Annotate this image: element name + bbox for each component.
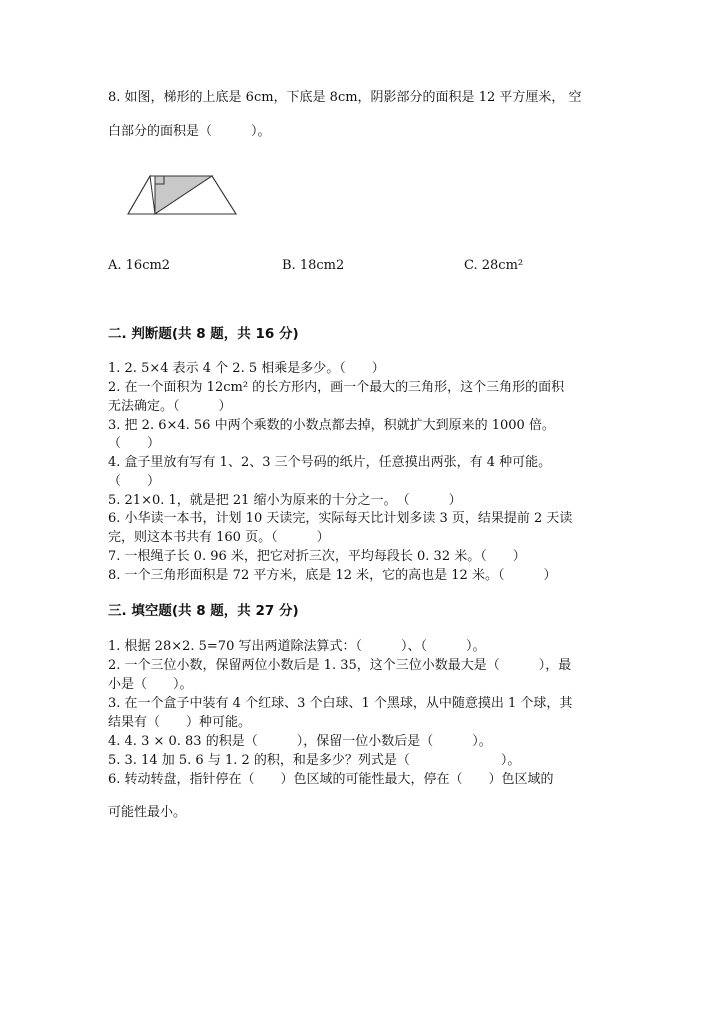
s2-line: 2. 在一个面积为 12cm² 的长方形内，画一个最大的三角形，这个三角形的面积 — [108, 380, 565, 395]
s3-line: 6. 转动转盘，指针停在（ ）色区域的可能性最大，停在（ ）色区域的 — [108, 772, 554, 787]
s3-line: 1. 根据 28×2. 5=70 写出两道除法算式：（ ）、（ ）。 — [108, 639, 486, 654]
s3-line: 2. 一个三位小数，保留两位小数后是 1. 35，这个三位小数最大是（ ），最 — [108, 658, 572, 673]
option-c: C. 28cm² — [464, 258, 524, 273]
option-b: B. 18cm2 — [282, 258, 345, 273]
s3-line: 3. 在一个盒子中装有 4 个红球、3 个白球、1 个黑球，从中随意摸出 1 个球，其 — [108, 696, 573, 711]
s3-line: 小是（ ）。 — [108, 677, 193, 692]
s3-line: 5. 3. 14 加 5. 6 与 1. 2 的积，和是多少？列式是（ ）。 — [108, 753, 521, 768]
s2-line: 5. 21×0. 1，就是把 21 缩小为原来的十分之一。 （ ） — [108, 493, 462, 508]
s3-line: 可能性最小。 — [108, 805, 187, 820]
s2-line: 1. 2. 5×4 表示 4 个 2. 5 相乘是多少。（ ） — [108, 361, 385, 376]
s2-line: 3. 把 2. 6×4. 56 中两个乘数的小数点都去掉，积就扩大到原来的 1000 倍。 — [108, 418, 555, 433]
s2-line: 8. 一个三角形面积是 72 平方米，底是 12 米，它的高也是 12 米。（ ） — [108, 568, 557, 583]
s2-line: （ ） — [108, 436, 161, 451]
s2-line: 无法确定。（ ） — [108, 399, 232, 414]
option-a: A. 16cm2 — [108, 258, 171, 273]
trapezoid-figure — [124, 172, 240, 218]
section2-heading: 二. 判断题(共 8 题，共 16 分) — [108, 326, 299, 342]
s2-line: 6. 小华读一本书，计划 10 天读完，实际每天比计划多读 3 页，结果提前 2 天读 — [108, 511, 573, 526]
q8-text-line2: 白部分的面积是（ ）。 — [108, 124, 271, 139]
q8-text-line1: 8. 如图，梯形的上底是 6cm，下底是 8cm，阴影部分的面积是 12 平方厘米， 空 — [108, 90, 582, 105]
s3-line: 4. 4. 3 × 0. 83 的积是（ ），保留一位小数后是（ ）。 — [108, 734, 492, 749]
section3-heading: 三. 填空题(共 8 题，共 27 分) — [108, 603, 299, 619]
s2-line: 7. 一根绳子长 0. 96 米，把它对折三次，平均每段长 0. 32 米。（ ） — [108, 549, 526, 564]
s2-line: 4. 盒子里放有写有 1、2、3 三个号码的纸片，任意摸出两张，有 4 种可能。 — [108, 455, 552, 470]
trapezoid-white-left — [128, 176, 155, 214]
s2-line: （ ） — [108, 474, 161, 489]
s3-line: 结果有（ ）种可能。 — [108, 715, 252, 730]
s2-line: 完，则这本书共有 160 页。（ ） — [108, 530, 330, 545]
